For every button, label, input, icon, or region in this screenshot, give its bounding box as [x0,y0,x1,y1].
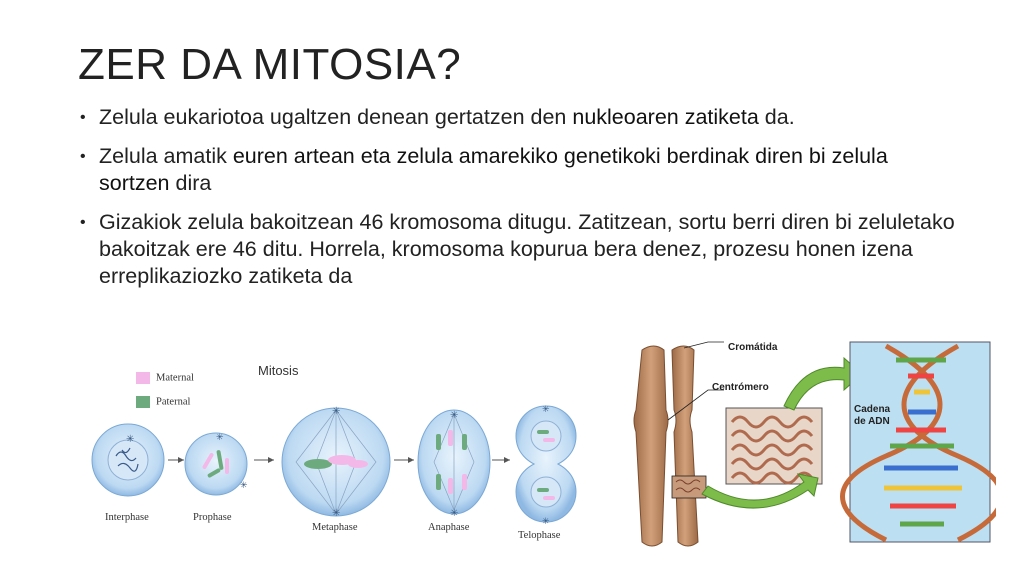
svg-text:✳: ✳ [240,480,248,490]
bullet-text-pre: Zelula eukariotoa ugaltzen denean gertatzen den [99,105,573,129]
bullet-icon: • [80,214,86,231]
centromere-label: Centrómero [712,382,769,393]
bullet-item [80,209,960,290]
mitosis-title: Mitosis [258,363,299,378]
bullet-text-strong: nukleoaren zatiketa [572,105,759,129]
interphase-cell [92,424,164,496]
bullet-text-pre: Zelula amatik [99,144,233,168]
bullet-text-strong: euren artean eta zelula amarekiko genetikoki berdinak diren bi zelula sortzen [99,144,888,195]
slide-title: ZER DA MITOSIA? [78,40,462,89]
bullet-item [80,143,960,197]
bullet-text-post: da. [758,105,795,129]
prophase-cell [185,432,248,495]
phase-label-interphase: Interphase [105,512,149,523]
phase-label-prophase: Prophase [193,512,232,523]
legend-label: Paternal [156,396,191,408]
phase-label-telophase: Telophase [518,530,561,541]
bullet-text-pre: Gizakiok zelula bakoitzean 46 kromosoma ditugu. Zatitzean, sortu berri diren bi zeluletako bakoitzak ere 46 ditu. Horrela, kromosoma kopurua bera denez, prozesu honen izena erreplikaziozko zatiketa da [99,210,955,288]
chromosome [634,346,706,546]
bullet-item [80,104,960,131]
bullet-text-post: dira [169,171,212,195]
svg-text:✳: ✳ [332,406,341,417]
bullet-icon: • [80,148,86,165]
svg-text:✳: ✳ [126,434,135,445]
svg-text:✳: ✳ [332,508,341,519]
chromatid-label: Cromátida [728,342,778,353]
dna-label-line1: Cadena [854,404,891,415]
legend-label: Maternal [156,372,194,384]
svg-text:✳: ✳ [542,516,550,526]
anaphase-cell [418,410,490,519]
bullet-list [80,104,960,302]
phase-label-metaphase: Metaphase [312,522,358,533]
svg-text:✳: ✳ [216,432,224,442]
mitosis-diagram [88,358,588,548]
telophase-cell [516,404,576,526]
svg-text:✳: ✳ [450,410,459,421]
svg-text:✳: ✳ [450,508,459,519]
chromosome-svg [628,336,996,548]
dna-label-line2: de ADN [854,416,890,427]
chromosome-diagram [628,336,996,548]
phase-label-anaphase: Anaphase [428,522,470,533]
metaphase-cell [282,406,390,519]
svg-text:✳: ✳ [542,404,550,414]
bullet-icon: • [80,109,86,126]
